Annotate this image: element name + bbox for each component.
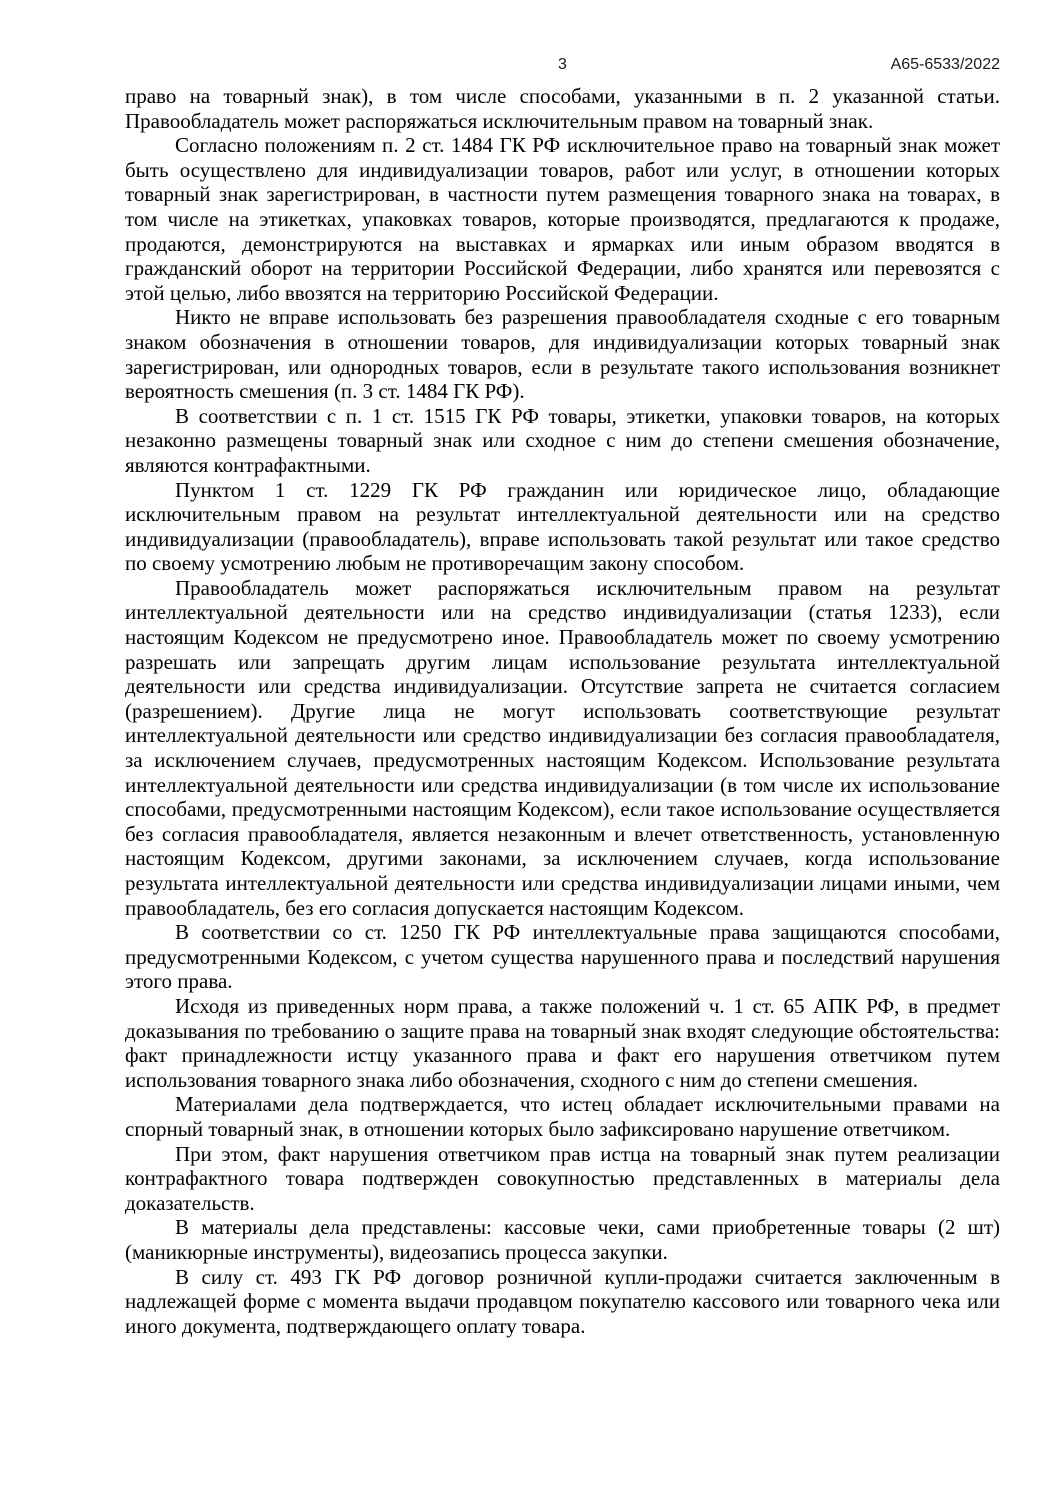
- paragraph: Правообладатель может распоряжаться исключительным правом на результат интеллектуальной деятельности или на средство индивидуализации (статья 1233), если настоящим Кодексом не предусмотрено иное. Правообладатель может по своему усмотрению разрешать или запрещать другим лицам использование результата интеллектуальной деятельности или средства индивидуализации. Отсутствие запрета не считается согласием (разрешением). Другие лица не могут использовать соответствующие результат интеллектуальной деятельности или средство индивидуализации без согласия правообладателя, за исключением случаев, предусмотренных настоящим Кодексом. Использование результата интеллектуальной деятельности или средства индивидуализации (в том числе их использование способами, предусмотренными настоящим Кодексом), если такое использование осуществляется без согласия правообладателя, является незаконным и влечет ответственность, установленную настоящим Кодексом, другими законами, за исключением случаев, когда использование результата интеллектуальной деятельности или средства индивидуализации лицами иными, чем правообладатель, без его согласия допускается настоящим Кодексом.: [125, 575, 1000, 920]
- case-number: А65-6533/2022: [890, 56, 1000, 73]
- paragraph: Согласно положениям п. 2 ст. 1484 ГК РФ исключительное право на товарный знак может быть осуществлено для индивидуализации товаров, работ или услуг, в отношении которых товарный знак зарегистрирован, в частности путем размещения товарного знака на товарах, в том числе на этикетках, упаковках товаров, которые производятся, предлагаются к продаже, продаются, демонстрируются на выставках и ярмарках или иным образом вводятся в гражданский оборот на территории Российской Федерации, либо хранятся или перевозятся с этой целью, либо ввозятся на территорию Российской Федерации.: [125, 133, 1000, 305]
- paragraph: Исходя из приведенных норм права, а также положений ч. 1 ст. 65 АПК РФ, в предмет доказывания по требованию о защите права на товарный знак входят следующие обстоятельства: факт принадлежности истцу указанного права и факт его нарушения ответчиком путем использования товарного знака либо обозначения, сходного с ним до степени смешения.: [125, 993, 1000, 1092]
- paragraph: В материалы дела представлены: кассовые чеки, сами приобретенные товары (2 шт) (маникюрные инструменты), видеозапись процесса закупки.: [125, 1215, 1000, 1264]
- paragraph: При этом, факт нарушения ответчиком прав истца на товарный знак путем реализации контрафактного товара подтвержден совокупностью представленных в материалы дела доказательств.: [125, 1141, 1000, 1215]
- paragraph: В соответствии с п. 1 ст. 1515 ГК РФ товары, этикетки, упаковки товаров, на которых незаконно размещены товарный знак или сходное с ним до степени смешения обозначение, являются контрафактными.: [125, 403, 1000, 477]
- paragraph: Пунктом 1 ст. 1229 ГК РФ гражданин или юридическое лицо, обладающие исключительным правом на результат интеллектуальной деятельности или на средство индивидуализации (правообладатель), вправе использовать такой результат или такое средство по своему усмотрению любым не противоречащим закону способом.: [125, 477, 1000, 576]
- paragraph: Материалами дела подтверждается, что истец обладает исключительными правами на спорный товарный знак, в отношении которых было зафиксировано нарушение ответчиком.: [125, 1092, 1000, 1141]
- paragraph: В силу ст. 493 ГК РФ договор розничной купли-продажи считается заключенным в надлежащей форме с момента выдачи продавцом покупателю кассового или товарного чека или иного документа, подтверждающего оплату товара.: [125, 1264, 1000, 1338]
- paragraph: Никто не вправе использовать без разрешения правообладателя сходные с его товарным знаком обозначения в отношении товаров, для индивидуализации которых товарный знак зарегистрирован, или однородных товаров, если в результате такого использования возникнет вероятность смешения (п. 3 ст. 1484 ГК РФ).: [125, 305, 1000, 404]
- document-body: [125, 84, 1000, 1338]
- page-number: 3: [558, 56, 567, 73]
- page-header: [125, 56, 1000, 78]
- paragraph: право на товарный знак), в том числе способами, указанными в п. 2 указанной статьи. Правообладатель может распоряжаться исключительным правом на товарный знак.: [125, 84, 1000, 133]
- paragraph: В соответствии со ст. 1250 ГК РФ интеллектуальные права защищаются способами, предусмотренными Кодексом, с учетом существа нарушенного права и последствий нарушения этого права.: [125, 920, 1000, 994]
